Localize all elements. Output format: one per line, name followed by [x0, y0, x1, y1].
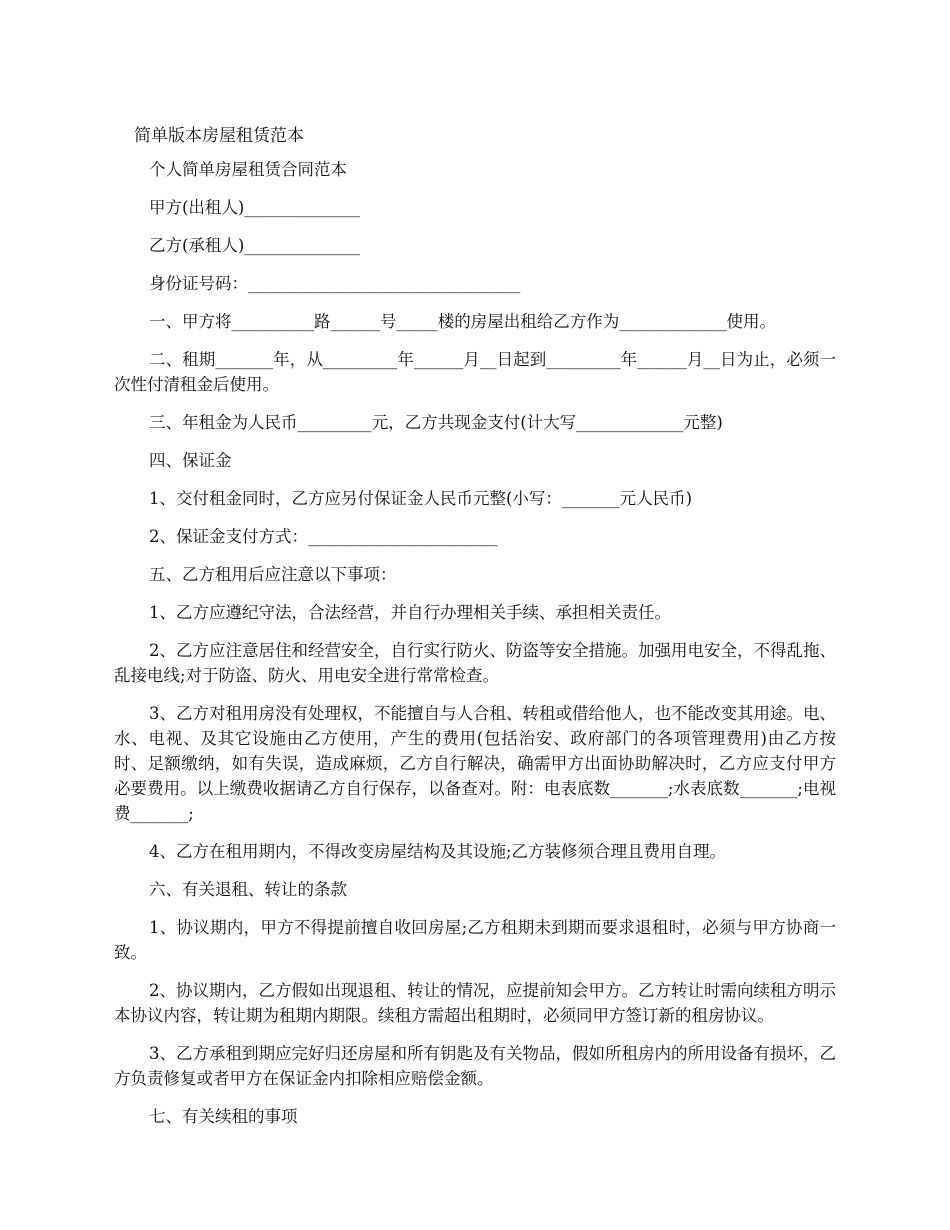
notice-item-2: 2、乙方应注意居住和经营安全，自行实行防火、防盗等安全措施。加强用电安全，不得乱拖、乱接电线;对于防盗、防火、用电安全进行常常检查。: [114, 641, 836, 685]
notice-item-3: 3、乙方对租用房没有处理权，不能擅自与人合租、转租或借给他人，也不能改变其用途。电、水、电视、及其它设施由乙方使用，产生的费用(包括治安、政府部门的各项管理费用)由乙方按时、足额缴纳，如有失误，造成麻烦，乙方自行解决，确需甲方出面协助解决时，乙方应支付甲方必要费用。以上缴费收据请乙方自行保存，以备查对。附：电表底数_______;水表底数_______;电视费_______;: [114, 704, 836, 823]
document-body: [114, 157, 836, 1142]
section-6-heading: 六、有关退租、转让的条款: [149, 880, 347, 899]
termination-item-2: 2、协议期内，乙方假如出现退租、转让的情况，应提前知会甲方。乙方转让时需向续租方明示本协议内容，转让期为租期内期限。续租方需超出租期时，必须同甲方签订新的租房协议。: [114, 981, 836, 1025]
notice-item-4: 4、乙方在租用期内，不得改变房屋结构及其设施;乙方装修须合理且费用自理。: [149, 842, 727, 861]
notice-item-1: 1、乙方应遵纪守法，合法经营，并自行办理相关手续、承担相关责任。: [149, 603, 671, 622]
deposit-item-1: 1、交付租金同时，乙方应另付保证金人民币元整(小写：_______元人民币): [149, 489, 693, 508]
clause-1-premises: 一、甲方将__________路______号_____楼的房屋出租给乙方作为_____________使用。: [149, 312, 776, 331]
document-title: 简单版本房屋租赁范本: [134, 126, 304, 146]
section-5-heading: 五、乙方租用后应注意以下事项：: [149, 565, 397, 584]
section-4-heading: 四、保证金: [149, 451, 232, 470]
party-a-line: 甲方(出租人)______________: [149, 198, 360, 217]
party-b-line: 乙方(承租人)______________: [149, 236, 360, 255]
id-number-line: 身份证号码：_________________________________: [149, 274, 521, 293]
termination-item-1: 1、协议期内，甲方不得提前擅自收回房屋;乙方租期未到期而要求退租时，必须与甲方协商一致。: [114, 918, 836, 962]
subtitle: 个人简单房屋租赁合同范本: [149, 160, 347, 179]
termination-item-3: 3、乙方承租到期应完好归还房屋和所有钥匙及有关物品，假如所租房内的所用设备有损坏，乙方负责修复或者甲方在保证金内扣除相应赔偿金额。: [114, 1044, 836, 1088]
deposit-item-2: 2、保证金支付方式：_______________________: [149, 527, 498, 546]
clause-2-term: 二、租期_______年，从_________年______月__日起到_________年______月__日为止，必须一次性付清租金后使用。: [114, 350, 836, 394]
section-7-heading: 七、有关续租的事项: [149, 1107, 298, 1126]
clause-3-rent: 三、年租金为人民币_________元，乙方共现金支付(计大写_____________元整): [149, 413, 723, 432]
